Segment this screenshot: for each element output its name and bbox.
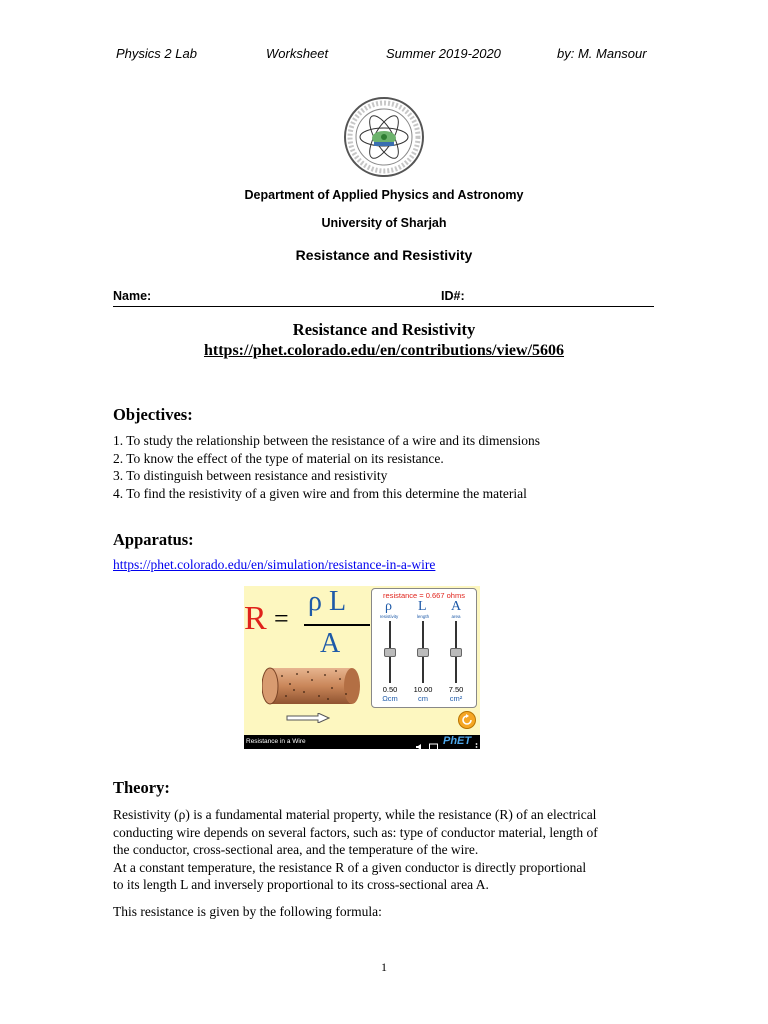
keyboard-icon[interactable] [429,738,438,746]
label-area: area [451,614,461,619]
simulation-screenshot [244,586,480,749]
slider-panel [371,588,477,708]
resistance-readout: resistance = 0.667 ohms [383,591,465,600]
formula-denominator: A [320,628,341,659]
reset-button[interactable] [458,711,476,729]
name-label: Name: [113,289,152,303]
theory-line: to its length L and inversely proportional to its cross-sectional area A. [113,877,489,893]
theory-line: Resistivity (ρ) is a fundamental material property, while the resistance (R) of an electrical [113,807,597,822]
resistivity-slider-handle[interactable] [384,648,396,657]
sim-footer-bar [244,735,480,749]
apparatus-heading: Apparatus: [113,530,194,549]
value-resistivity: 0.50 [382,685,398,694]
objectives-heading: Objectives: [113,405,193,424]
symbol-area: A [451,599,462,614]
objective-item: 4. To find the resistivity of a given wire and from this determine the material [113,485,527,501]
unit-resistivity: Ωcm [382,694,398,703]
label-length: length [416,614,430,619]
reset-icon [459,712,475,728]
objective-item: 1. To study the relationship between the resistance of a wire and its dimensions [113,433,540,448]
department-name: Department of Applied Physics and Astronomy [244,188,524,202]
header-author: by: M. Mansour [557,46,647,61]
symbol-rho: ρ [385,599,392,614]
theory-line: At a constant temperature, the resistance R of a given conductor is directly proportional [113,859,587,875]
theory-line: the conductor, cross-sectional area, and the temperature of the wire. [113,842,479,858]
formula-r: R [244,600,267,637]
objective-item: 3. To distinguish between resistance and resistivity [113,468,388,484]
value-area: 7.50 [448,685,464,694]
current-arrow-icon [286,710,330,720]
formula-intro: This resistance is given by the following formula: [113,904,382,919]
formula-equals: = [274,604,289,633]
phet-logo[interactable]: PhET [443,735,472,747]
name-id-underline [113,306,654,307]
formula-numerator: ρ L [308,586,347,617]
objectives-list [113,432,540,502]
area-slider-handle[interactable] [450,648,462,657]
theory-heading: Theory: [113,778,170,797]
unit-area: cm² [449,694,463,703]
length-slider-handle[interactable] [417,648,429,657]
label-resistivity: resistivity [379,614,399,619]
theory-paragraph [113,806,598,894]
university-seal-logo [343,96,425,178]
id-label: ID#: [441,289,465,303]
page-number: 1 [381,960,387,974]
value-length: 10.00 [413,685,433,694]
lab-title: Resistance and Resistivity [295,247,473,263]
objective-item: 2. To know the effect of the type of material on its resistance. [113,450,444,466]
contribution-link[interactable]: https://phet.colorado.edu/en/contributions/view/5606 [203,342,565,359]
header-doc-type: Worksheet [266,46,329,61]
symbol-length: L [418,599,427,614]
wire-cylinder-image [262,666,362,706]
formula-fraction-bar [304,624,370,626]
sim-footer-title: Resistance in a Wire [246,738,306,745]
unit-length: cm [418,694,428,703]
header-course: Physics 2 Lab [116,46,197,61]
theory-line: conducting wire depends on several factors, such as: type of conductor material, length of [113,824,598,840]
main-title: Resistance and Resistivity [292,320,476,339]
apparatus-link[interactable]: https://phet.colorado.edu/en/simulation/resistance-in-a-wire [113,557,436,572]
sound-icon[interactable] [416,738,424,746]
university-name: University of Sharjah [321,216,447,230]
menu-icon[interactable] [475,738,478,746]
header-term: Summer 2019-2020 [386,46,501,61]
